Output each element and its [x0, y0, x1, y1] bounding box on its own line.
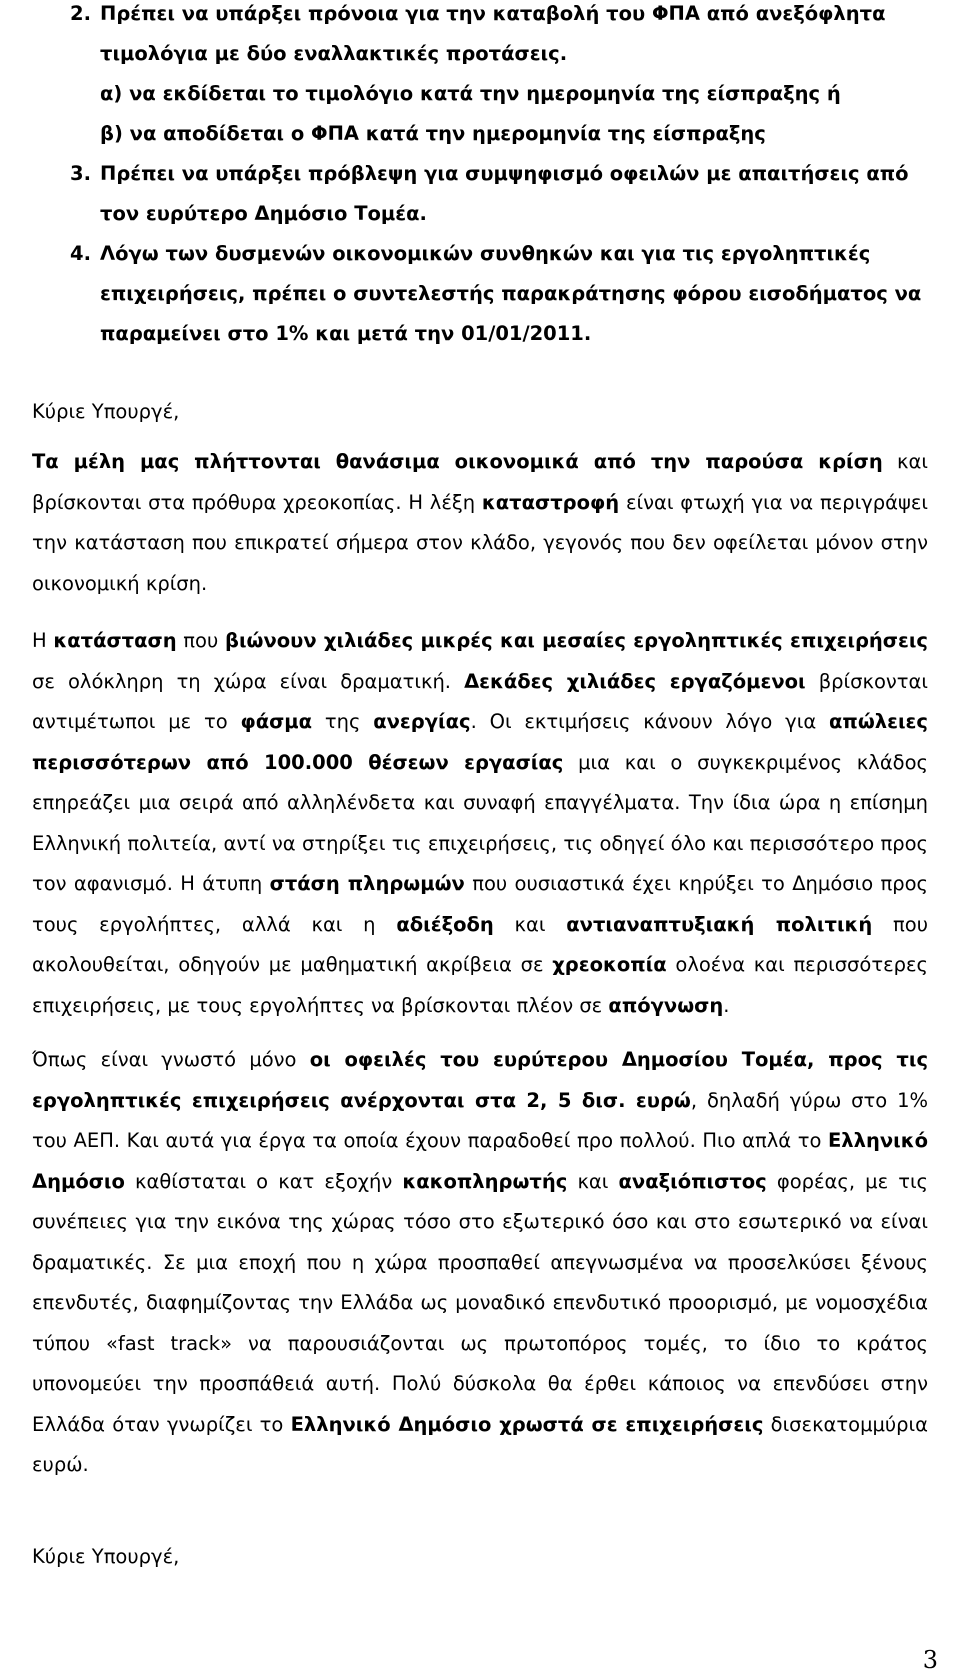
text: Η [32, 629, 54, 652]
bold-text: απώλειες περισσότερων από 100.000 θέσεων εργασίας [32, 710, 928, 774]
page-number: 3 [922, 1646, 938, 1674]
bold-text: φάσμα [240, 710, 313, 733]
list-text: α) να εκδίδεται το τιμολόγιο κατά την ημερομηνία της είσπραξης ή [100, 82, 841, 105]
text: ολοένα και περισσότερες επιχειρήσεις, με τους εργολήπτες να βρίσκονται πλέον σε [32, 953, 928, 1017]
text: καθίσταται ο κατ εξοχήν [124, 1169, 403, 1193]
paragraph-1 [32, 442, 928, 604]
bold-text: οι οφειλές του ευρύτερου Δημοσίου Τομέα, προς τις εργοληπτικές επιχειρήσεις ανέρχονται στα 2, 5 δισ. ευρώ [32, 1048, 928, 1112]
list-text: Λόγω των δυσμενών οικονομικών συνθηκών και για τις εργοληπτικές [100, 242, 871, 265]
list-text: Πρέπει να υπάρξει πρόνοια για την καταβολή του ΦΠΑ από ανεξόφλητα [100, 2, 886, 25]
text: που [176, 629, 225, 652]
text: . [723, 993, 730, 1017]
bold-text: Τα μέλη μας πλήττονται θανάσιμα οικονομικά από την παρούσα κρίση [32, 450, 883, 473]
paragraph-2 [32, 621, 928, 1026]
text: που ακολουθείται, οδηγούν με μαθηματική ακρίβεια σε [32, 912, 929, 976]
list-text: παραμείνει στο 1% και μετά την 01/01/2011. [100, 322, 592, 345]
list-item-2 [32, 0, 928, 154]
bold-text: Δεκάδες χιλιάδες εργαζόμενοι [464, 669, 806, 693]
text: και [567, 1169, 619, 1193]
list-text: επιχειρήσεις, πρέπει ο συντελεστής παρακράτησης φόρου εισοδήματος να [100, 282, 922, 305]
bold-text: στάση πληρωμών [269, 872, 465, 895]
salutation: Κύριε Υπουργέ, [32, 400, 180, 423]
list-number: 2. [70, 2, 91, 25]
numbered-list [32, 0, 928, 354]
text: . Οι εκτιμήσεις κάνουν λόγο για [470, 710, 829, 733]
salutation: Κύριε Υπουργέ, [32, 1545, 180, 1568]
text: μια και ο συγκεκριμένος κλάδος επηρεάζει μια σειρά από αλληλένδετα και συναφή επαγγέλματα. Την ίδια ώρα η επίσημη Ελληνική πολιτεία, αντί να στηρίξει τις επιχειρήσεις, τις οδηγεί όλο και περισσότερο προς τον αφανισμό. Η άτυπη [32, 750, 928, 895]
bold-text: κατάσταση [53, 629, 177, 652]
text: της [312, 710, 374, 733]
text: που ουσιαστικά έχει κηρύξει το Δημόσιο προς τους εργολήπτες, αλλά και η [32, 872, 929, 936]
bold-text: Ελληνικό Δημόσιο χρωστά σε επιχειρήσεις [290, 1412, 764, 1436]
text: δισεκατομμύρια ευρώ. [32, 1412, 929, 1476]
bold-text: κακοπληρωτής [402, 1169, 568, 1193]
text: Όπως είναι γνωστό μόνο [32, 1048, 310, 1071]
list-number: 4. [70, 242, 91, 265]
bold-text: βιώνουν χιλιάδες μικρές και μεσαίες εργοληπτικές επιχειρήσεις [224, 629, 928, 652]
text: σε ολόκληρη τη χώρα είναι δραματική. [32, 669, 465, 693]
list-text: τιμολόγια με δύο εναλλακτικές προτάσεις. [100, 42, 568, 65]
list-item-4 [32, 234, 928, 354]
bold-text: αδιέξοδη [396, 912, 494, 936]
list-item-3 [32, 154, 928, 234]
text: είναι φτωχή για να περιγράψει την κατάσταση που επικρατεί σήμερα στον κλάδο, γεγονός που δεν οφείλεται μόνον στην οικονομική κρίση. [32, 490, 928, 595]
bold-text: απόγνωση [608, 993, 724, 1017]
text: βρίσκονται αντιμέτωποι με το [32, 669, 928, 733]
list-text: τον ευρύτερο Δημόσιο Τομέα. [100, 202, 427, 225]
text: και [493, 912, 567, 936]
bold-text: Ελληνικό Δημόσιο [32, 1129, 928, 1193]
bold-text: αντιαναπτυξιακή πολιτική [566, 912, 873, 936]
paragraph-3 [32, 1040, 928, 1486]
list-number: 3. [70, 162, 91, 185]
bold-text: αναξιόπιστος [618, 1169, 767, 1193]
list-text: Πρέπει να υπάρξει πρόβλεψη για συμψηφισμό οφειλών με απαιτήσεις από [100, 162, 909, 185]
text: , δηλαδή γύρω στο 1% του ΑΕΠ. Και αυτά για έργα τα οποία έχουν παραδοθεί προ πολλού. Πιο απλά το [32, 1088, 928, 1152]
bold-text: ανεργίας [373, 710, 471, 733]
bold-text: χρεοκοπία [552, 953, 667, 976]
list-text: β) να αποδίδεται ο ΦΠΑ κατά την ημερομηνία της είσπραξης [100, 122, 766, 145]
bold-text: καταστροφή [481, 490, 620, 514]
text: φορέας, με τις συνέπειες για την εικόνα της χώρας τόσο στο εξωτερικό όσο και στο εσωτερικό να είναι δραματικές. Σε μια εποχή που η χώρα προσπαθεί απεγνωσμένα να προσελκύσει ξένους επενδυτές, διαφημίζοντας την Ελλάδα ως μοναδικό επενδυτικό προορισμό, με νομοσχέδια τύπου «fast track» να παρουσιάζονται ως πρωτοπόρος τομές, το ίδιο το κράτος υπονομεύει την προσπάθειά αυτή. Πολύ δύσκολα θα έρθει κάποιος να επενδύσει στην Ελλάδα όταν γνωρίζει το [32, 1169, 929, 1436]
text: και βρίσκονται στα πρόθυρα χρεοκοπίας. Η λέξη [32, 450, 928, 514]
